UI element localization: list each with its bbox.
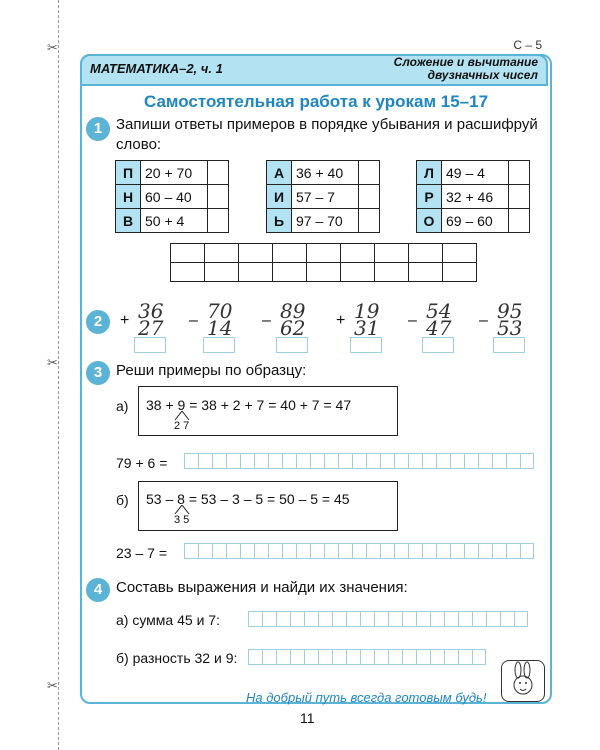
operation-sign: + — [336, 312, 346, 329]
word-answer-grid — [170, 243, 477, 282]
cipher-expression: 50 + 4 — [141, 209, 208, 233]
cipher-letter: Ь — [267, 209, 292, 233]
example-b-text: 53 – 8 = 53 – 3 – 5 = 50 – 5 = 45 — [146, 491, 350, 507]
task-4-text: Составь выражения и найди их значения: — [116, 579, 408, 596]
word-cell[interactable] — [171, 244, 205, 263]
column-bottom-number: 62 — [280, 316, 306, 340]
example-a-text: 38 + 9 = 38 + 2 + 7 = 40 + 7 = 47 — [146, 397, 352, 413]
example-b-split: 3 5 — [174, 514, 190, 526]
cipher-expression: 57 – 7 — [292, 185, 359, 209]
operation-sign: – — [408, 312, 417, 329]
bunny-icon — [502, 661, 544, 701]
column-answer-box[interactable] — [134, 337, 166, 353]
example-a-split: 2 7 — [174, 420, 190, 432]
column-answer-box[interactable] — [203, 337, 235, 353]
page-title: Самостоятельная работа к урокам 15–17 — [143, 92, 489, 111]
column-answer-box[interactable] — [422, 337, 454, 353]
subject-label: МАТЕМАТИКА–2, ч. 1 — [90, 61, 223, 76]
word-cell[interactable] — [409, 244, 443, 263]
answer-cell[interactable] — [359, 185, 380, 209]
word-cell[interactable] — [205, 263, 239, 282]
cipher-letter: П — [116, 161, 141, 185]
column-top-number: 95 — [497, 299, 523, 323]
answer-cell[interactable] — [359, 209, 380, 233]
topic-label — [368, 56, 538, 82]
column-bottom-number: 14 — [207, 316, 233, 340]
column-bottom-number: 53 — [497, 316, 523, 340]
operation-sign: + — [120, 312, 130, 329]
cipher-table-1 — [115, 160, 229, 233]
topic-line-1: Сложение и вычитание — [393, 55, 538, 69]
word-cell[interactable] — [307, 263, 341, 282]
cipher-letter: Н — [116, 185, 141, 209]
cipher-expression: 32 + 46 — [442, 185, 509, 209]
column-top-number: 70 — [207, 299, 233, 323]
scissors-icon: ✂ — [47, 355, 58, 370]
task-1-number: 1 — [86, 117, 110, 141]
cipher-expression: 69 – 60 — [442, 209, 509, 233]
cipher-expression: 20 + 70 — [141, 161, 208, 185]
cipher-letter: И — [267, 185, 292, 209]
word-cell[interactable] — [273, 244, 307, 263]
page-number: 11 — [300, 710, 315, 726]
task-2-number: 2 — [86, 310, 110, 334]
column-bottom-number: 31 — [354, 316, 380, 340]
answer-cell[interactable] — [208, 161, 229, 185]
word-cell[interactable] — [443, 244, 477, 263]
exercise-a-answer-grid[interactable] — [184, 453, 534, 469]
answer-cell[interactable] — [359, 161, 380, 185]
word-cell[interactable] — [341, 244, 375, 263]
scissors-icon: ✂ — [47, 678, 58, 693]
task-1-text-line2: слово: — [116, 136, 162, 153]
word-cell[interactable] — [443, 263, 477, 282]
cipher-letter: Р — [417, 185, 442, 209]
column-bottom-number: 27 — [138, 316, 164, 340]
word-cell[interactable] — [375, 244, 409, 263]
answer-cell[interactable] — [509, 209, 530, 233]
word-cell[interactable] — [307, 244, 341, 263]
cipher-expression: 97 – 70 — [292, 209, 359, 233]
operation-sign: – — [479, 312, 488, 329]
word-cell[interactable] — [171, 263, 205, 282]
answer-cell[interactable] — [208, 185, 229, 209]
column-answer-box[interactable] — [493, 337, 525, 353]
task-4-number: 4 — [86, 578, 110, 602]
exercise-a-text: 79 + 6 = — [116, 455, 168, 471]
cipher-letter: А — [267, 161, 292, 185]
word-cell[interactable] — [409, 263, 443, 282]
bunny-illustration — [501, 660, 545, 702]
topic-line-2: двузначных чисел — [427, 68, 538, 82]
cut-line — [58, 0, 59, 750]
word-cell[interactable] — [341, 263, 375, 282]
word-cell[interactable] — [273, 263, 307, 282]
cipher-table-2 — [266, 160, 380, 233]
column-top-number: 54 — [426, 299, 452, 323]
task-4b-answer-grid[interactable] — [248, 649, 486, 665]
word-cell[interactable] — [375, 263, 409, 282]
task-3-text: Реши примеры по образцу: — [116, 362, 307, 379]
column-top-number: 36 — [138, 299, 164, 323]
cipher-letter: О — [417, 209, 442, 233]
exercise-b-answer-grid[interactable] — [184, 543, 534, 559]
cipher-letter: В — [116, 209, 141, 233]
answer-cell[interactable] — [509, 161, 530, 185]
operation-sign: – — [262, 312, 271, 329]
word-cell[interactable] — [239, 244, 273, 263]
task-4a-answer-grid[interactable] — [248, 611, 528, 627]
cipher-expression: 36 + 40 — [292, 161, 359, 185]
example-a-label: а) — [116, 398, 129, 414]
column-bottom-number: 47 — [426, 316, 452, 340]
page-code: С – 5 — [513, 38, 542, 52]
cipher-table-3 — [416, 160, 530, 233]
task-4a-text: а) сумма 45 и 7: — [116, 612, 220, 628]
scissors-icon: ✂ — [47, 40, 58, 55]
column-top-number: 89 — [280, 299, 306, 323]
cipher-expression: 49 – 4 — [442, 161, 509, 185]
task-1-text-line1: Запиши ответы примеров в порядке убывания и расшифруй — [116, 116, 538, 133]
operation-sign: – — [189, 312, 198, 329]
task-4b-text: б) разность 32 и 9: — [116, 650, 238, 666]
column-answer-box[interactable] — [276, 337, 308, 353]
exercise-b-text: 23 – 7 = — [116, 545, 167, 561]
word-cell[interactable] — [239, 263, 273, 282]
answer-cell[interactable] — [509, 185, 530, 209]
cipher-letter: Л — [417, 161, 442, 185]
column-top-number: 19 — [354, 299, 380, 323]
column-answer-box[interactable] — [350, 337, 382, 353]
word-cell[interactable] — [205, 244, 239, 263]
cipher-expression: 60 – 40 — [141, 185, 208, 209]
example-b-label: б) — [116, 492, 129, 508]
answer-cell[interactable] — [208, 209, 229, 233]
task-3-number: 3 — [86, 361, 110, 385]
motto-footer: На добрый путь всегда готовым будь! — [246, 690, 487, 705]
